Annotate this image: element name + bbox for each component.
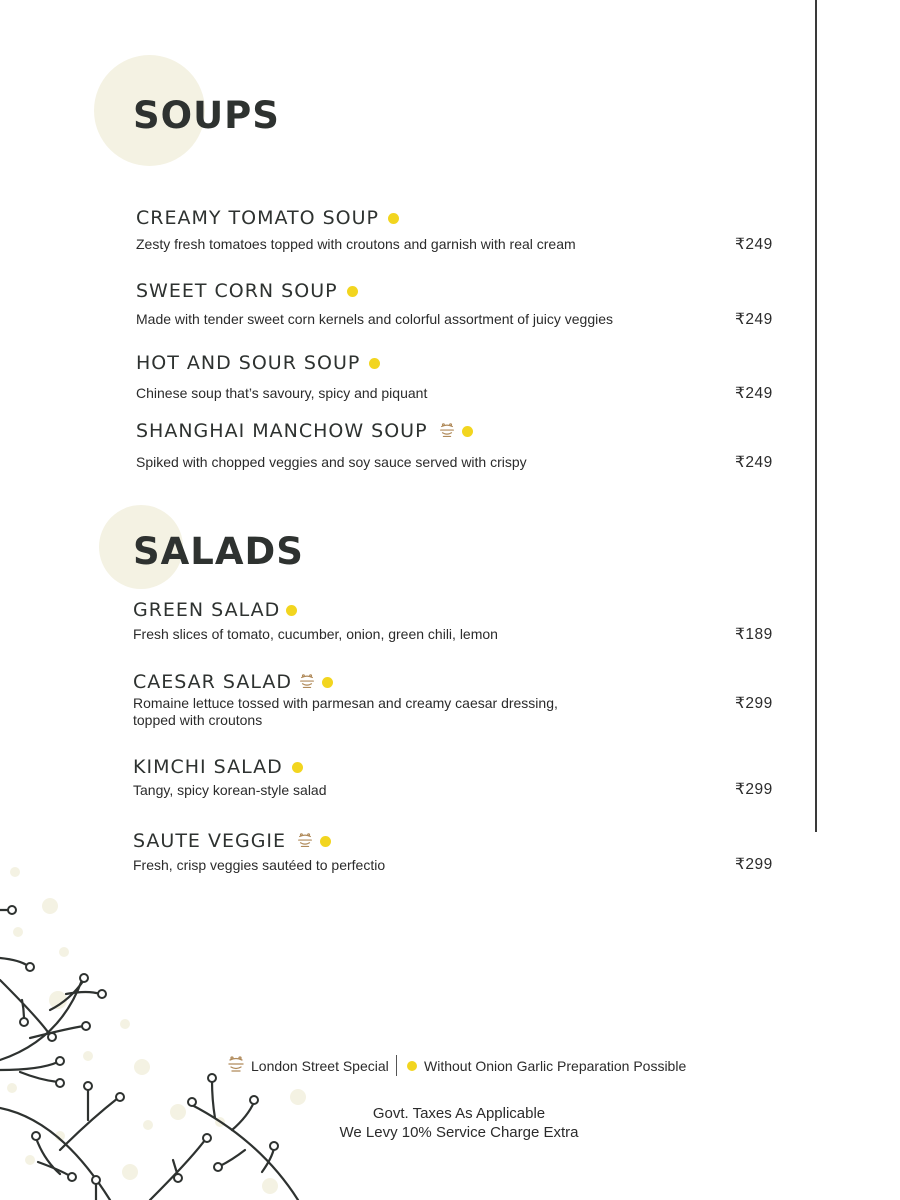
item-price: ₹299 — [735, 695, 773, 712]
item-name — [133, 830, 331, 852]
footer-taxes-note: Govt. Taxes As Applicable — [372, 1105, 546, 1122]
item-name-text: SAUTE VEGGIE — [133, 830, 287, 852]
item-price: ₹249 — [735, 236, 773, 253]
legend-no-onion-garlic-label: Without Onion Garlic Preparation Possible — [424, 1058, 687, 1074]
item-description: Made with tender sweet corn kernels and colorful assortment of juicy veggies — [136, 311, 614, 327]
item-price: ₹299 — [735, 856, 773, 873]
london-street-special-icon — [298, 673, 316, 691]
item-name — [136, 207, 399, 229]
section-title-salads: SALADS — [133, 530, 304, 573]
item-description: Spiked with chopped veggies and soy sauce served with crispy — [136, 454, 527, 470]
yellow-dot-icon — [407, 1061, 417, 1071]
item-description: Fresh slices of tomato, cucumber, onion, green chili, lemon — [133, 626, 498, 642]
item-price: ₹249 — [735, 385, 773, 402]
item-description: Zesty fresh tomatoes topped with croutons and garnish with real cream — [136, 236, 576, 252]
item-name-text: CREAMY TOMATO SOUP — [136, 207, 379, 229]
item-name-text: GREEN SALAD — [133, 599, 281, 621]
legend — [0, 1055, 900, 1077]
item-name-text: SHANGHAI MANCHOW SOUP — [136, 420, 428, 442]
footer-service-charge-note: We Levy 10% Service Charge Extra — [339, 1124, 579, 1141]
london-street-special-icon — [438, 422, 456, 440]
yellow-dot-icon — [388, 213, 399, 224]
item-description-line2: topped with croutons — [133, 712, 263, 728]
london-street-special-icon — [226, 1055, 246, 1075]
item-name-text: CAESAR SALAD — [133, 671, 292, 693]
item-name — [133, 599, 297, 621]
item-name-text: KIMCHI SALAD — [133, 756, 283, 778]
item-description: Romaine lettuce tossed with parmesan and creamy caesar dressing, — [133, 695, 558, 711]
item-price: ₹189 — [735, 626, 773, 643]
section-title-soups: SOUPS — [133, 94, 280, 137]
item-description: Chinese soup that’s savoury, spicy and piquant — [136, 385, 428, 401]
right-divider-line — [815, 0, 817, 832]
item-price: ₹249 — [735, 454, 773, 471]
item-price: ₹299 — [735, 781, 773, 798]
item-name-text: HOT AND SOUR SOUP — [136, 352, 361, 374]
item-name — [133, 756, 303, 778]
yellow-dot-icon — [320, 836, 331, 847]
yellow-dot-icon — [322, 677, 333, 688]
item-name — [136, 352, 380, 374]
item-description: Tangy, spicy korean-style salad — [133, 782, 327, 798]
yellow-dot-icon — [286, 605, 297, 616]
yellow-dot-icon — [369, 358, 380, 369]
legend-separator — [396, 1055, 397, 1076]
item-description: Fresh, crisp veggies sautéed to perfectio — [133, 857, 386, 873]
item-name-text: SWEET CORN SOUP — [136, 280, 338, 302]
item-name — [133, 671, 333, 693]
branch-decoration — [0, 860, 310, 1200]
yellow-dot-icon — [292, 762, 303, 773]
london-street-special-icon — [296, 832, 314, 850]
legend-london-special-label: London Street Special — [251, 1058, 389, 1074]
item-price: ₹249 — [735, 311, 773, 328]
yellow-dot-icon — [347, 286, 358, 297]
item-name — [136, 420, 473, 442]
yellow-dot-icon — [462, 426, 473, 437]
item-name — [136, 280, 358, 302]
